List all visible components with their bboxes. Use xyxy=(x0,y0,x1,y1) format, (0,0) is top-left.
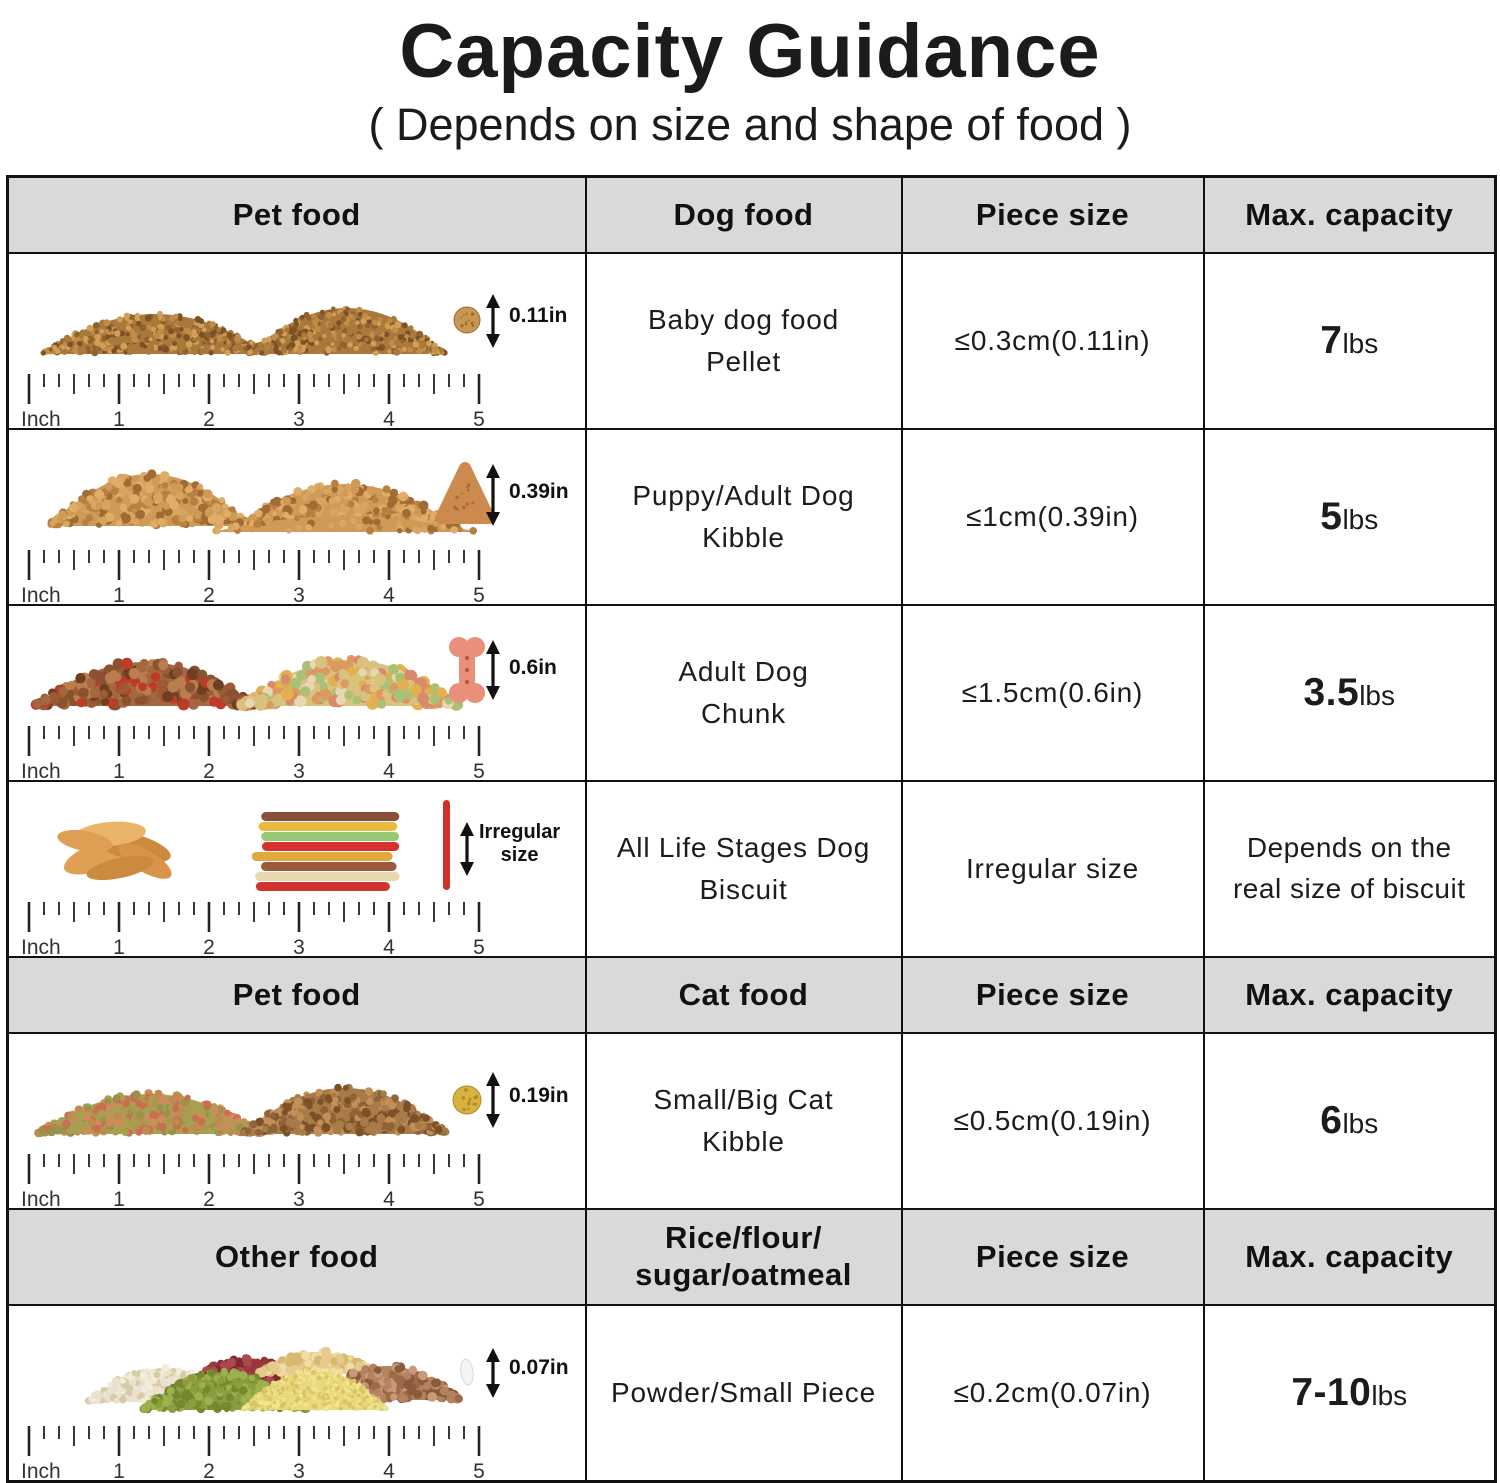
dimension-arrow-icon xyxy=(486,1348,500,1398)
size-annotation-line: 0.6in xyxy=(509,655,557,679)
max-capacity-cell xyxy=(1204,1305,1496,1482)
capacity-guidance-infographic xyxy=(0,8,1500,1483)
svg-text:1: 1 xyxy=(113,760,125,780)
inch-ruler xyxy=(19,548,539,604)
header-max-capacity: Max. capacity xyxy=(1204,177,1496,254)
food-name-line: Biscuit xyxy=(699,874,788,905)
capacity-unit: lbs xyxy=(1359,680,1395,711)
svg-text:5: 5 xyxy=(473,760,485,780)
capacity-value: 7-10 xyxy=(1291,1371,1372,1414)
food-name-cell xyxy=(586,429,902,605)
svg-text:4: 4 xyxy=(383,760,395,780)
capacity-unit: lbs xyxy=(1342,328,1379,359)
svg-text:Inch: Inch xyxy=(21,760,61,780)
food-name-line: Powder/Small Piece xyxy=(611,1377,876,1408)
capacity-value: 6 xyxy=(1320,1099,1343,1142)
capacity-value: 7 xyxy=(1320,319,1343,362)
svg-text:3: 3 xyxy=(293,936,305,956)
food-name-line: Pellet xyxy=(706,346,781,377)
food-image-cell xyxy=(8,605,586,781)
svg-text:3: 3 xyxy=(293,1188,305,1208)
svg-text:4: 4 xyxy=(383,936,395,956)
table-header-dog xyxy=(8,177,1496,254)
header-line: sugar/oatmeal xyxy=(635,1257,852,1292)
baby-pellet-piles-image xyxy=(15,258,560,376)
svg-text:Inch: Inch xyxy=(21,936,61,956)
size-annotation-line: 0.39in xyxy=(509,479,569,503)
dimension-arrow-icon xyxy=(486,294,500,348)
food-image-cell xyxy=(8,781,586,957)
capacity-table xyxy=(6,175,1497,1483)
food-name-cell xyxy=(586,781,902,957)
dimension-arrow-icon xyxy=(486,1072,500,1128)
food-name-line: Kibble xyxy=(702,1126,785,1157)
svg-text:2: 2 xyxy=(203,408,215,428)
header-pet-food: Pet food xyxy=(8,957,586,1033)
header-max-capacity: Max. capacity xyxy=(1204,957,1496,1033)
piece-size-cell: ≤0.3cm(0.11in) xyxy=(902,253,1204,429)
piece-size-cell: ≤1.5cm(0.6in) xyxy=(902,605,1204,781)
max-capacity-cell xyxy=(1204,605,1496,781)
table-row-kibble xyxy=(8,429,1496,605)
food-name-line: Small/Big Cat xyxy=(653,1084,834,1115)
food-name-cell xyxy=(586,1305,902,1482)
capacity-value: 3.5 xyxy=(1303,671,1360,714)
size-annotation-line: size xyxy=(500,844,539,866)
food-name-line: Kibble xyxy=(702,522,785,553)
capacity-text-line: real size of biscuit xyxy=(1232,873,1466,904)
header-piece-size: Piece size xyxy=(902,177,1204,254)
inch-ruler xyxy=(19,1424,539,1480)
max-capacity-cell xyxy=(1204,781,1496,957)
piece-size-annotation xyxy=(509,1316,569,1420)
table-row-chunk xyxy=(8,605,1496,781)
food-image-cell xyxy=(8,1033,586,1209)
food-name-cell xyxy=(586,605,902,781)
header-piece-size: Piece size xyxy=(902,957,1204,1033)
size-annotation-line: 0.11in xyxy=(509,303,568,327)
svg-text:4: 4 xyxy=(383,1188,395,1208)
max-capacity-cell xyxy=(1204,429,1496,605)
svg-text:1: 1 xyxy=(113,408,125,428)
table-header-cat xyxy=(8,957,1496,1033)
svg-text:1: 1 xyxy=(113,936,125,956)
svg-text:5: 5 xyxy=(473,408,485,428)
header-dog-food: Dog food xyxy=(586,177,902,254)
header-other-food: Other food xyxy=(8,1209,586,1305)
svg-text:Inch: Inch xyxy=(21,408,61,428)
svg-text:1: 1 xyxy=(113,1188,125,1208)
food-name-cell xyxy=(586,253,902,429)
cat-kibble-piles-image xyxy=(15,1038,560,1156)
svg-text:Inch: Inch xyxy=(21,1460,61,1480)
svg-text:1: 1 xyxy=(113,1460,125,1480)
svg-text:1: 1 xyxy=(113,584,125,604)
piece-size-cell: ≤0.5cm(0.19in) xyxy=(902,1033,1204,1209)
table-row-powder xyxy=(8,1305,1496,1482)
svg-text:5: 5 xyxy=(473,936,485,956)
piece-size-annotation xyxy=(509,440,569,544)
svg-text:3: 3 xyxy=(293,408,305,428)
header-max-capacity: Max. capacity xyxy=(1204,1209,1496,1305)
table-row-biscuit xyxy=(8,781,1496,957)
page-subtitle: ( Depends on size and shape of food ) xyxy=(368,99,1132,150)
size-annotation-line: 0.07in xyxy=(509,1355,569,1379)
svg-text:4: 4 xyxy=(383,408,395,428)
piece-size-cell: Irregular size xyxy=(902,781,1204,957)
food-name-line: Puppy/Adult Dog xyxy=(632,480,855,511)
svg-text:5: 5 xyxy=(473,584,485,604)
svg-text:Inch: Inch xyxy=(21,1188,61,1208)
svg-text:2: 2 xyxy=(203,936,215,956)
food-image-cell xyxy=(8,1305,586,1482)
inch-ruler xyxy=(19,900,539,956)
svg-text:4: 4 xyxy=(383,1460,395,1480)
inch-ruler xyxy=(19,372,539,428)
dog-chunk-piles-image xyxy=(15,610,560,728)
piece-size-annotation xyxy=(509,1044,569,1148)
header-pet-food: Pet food xyxy=(8,177,586,254)
header-rice-flour xyxy=(586,1209,902,1305)
capacity-unit: lbs xyxy=(1371,1380,1408,1411)
max-capacity-cell xyxy=(1204,1033,1496,1209)
food-name-line: Chunk xyxy=(701,698,786,729)
svg-text:2: 2 xyxy=(203,760,215,780)
table-row-baby-pellet xyxy=(8,253,1496,429)
table-header-other xyxy=(8,1209,1496,1305)
page-title: Capacity Guidance xyxy=(399,9,1101,94)
dimension-arrow-icon xyxy=(460,822,474,876)
food-name-line: Adult Dog xyxy=(678,656,809,687)
svg-text:5: 5 xyxy=(473,1460,485,1480)
capacity-value: 5 xyxy=(1320,495,1343,538)
svg-text:4: 4 xyxy=(383,584,395,604)
svg-text:3: 3 xyxy=(293,1460,305,1480)
food-name-line: Baby dog food xyxy=(648,304,839,335)
dog-kibble-piles-image xyxy=(15,434,560,552)
capacity-text-line: Depends on the xyxy=(1246,832,1452,864)
dimension-arrow-icon xyxy=(486,640,500,700)
piece-size-annotation xyxy=(509,616,557,720)
piece-size-annotation xyxy=(509,264,567,368)
piece-size-annotation xyxy=(479,792,560,896)
svg-text:3: 3 xyxy=(293,584,305,604)
food-name-line: All Life Stages Dog xyxy=(616,832,871,863)
max-capacity-cell xyxy=(1204,253,1496,429)
svg-text:Inch: Inch xyxy=(21,584,61,604)
svg-text:2: 2 xyxy=(203,584,215,604)
inch-ruler xyxy=(19,724,539,780)
piece-size-cell: ≤1cm(0.39in) xyxy=(902,429,1204,605)
header-piece-size: Piece size xyxy=(902,1209,1204,1305)
food-image-cell xyxy=(8,429,586,605)
header-line: Rice/flour/ xyxy=(664,1220,823,1256)
capacity-unit: lbs xyxy=(1342,1108,1379,1139)
size-annotation-line: Irregular xyxy=(479,821,561,843)
food-image-cell xyxy=(8,253,586,429)
food-name-cell xyxy=(586,1033,902,1209)
inch-ruler xyxy=(19,1152,539,1208)
capacity-unit: lbs xyxy=(1342,504,1379,535)
svg-text:5: 5 xyxy=(473,1188,485,1208)
svg-text:2: 2 xyxy=(203,1188,215,1208)
table-row-cat-kibble xyxy=(8,1033,1496,1209)
header-cat-food: Cat food xyxy=(586,957,902,1033)
svg-text:3: 3 xyxy=(293,760,305,780)
svg-text:2: 2 xyxy=(203,1460,215,1480)
size-annotation-line: 0.19in xyxy=(509,1083,569,1107)
piece-size-cell: ≤0.2cm(0.07in) xyxy=(902,1305,1204,1482)
grain-piles-image xyxy=(15,1310,560,1428)
